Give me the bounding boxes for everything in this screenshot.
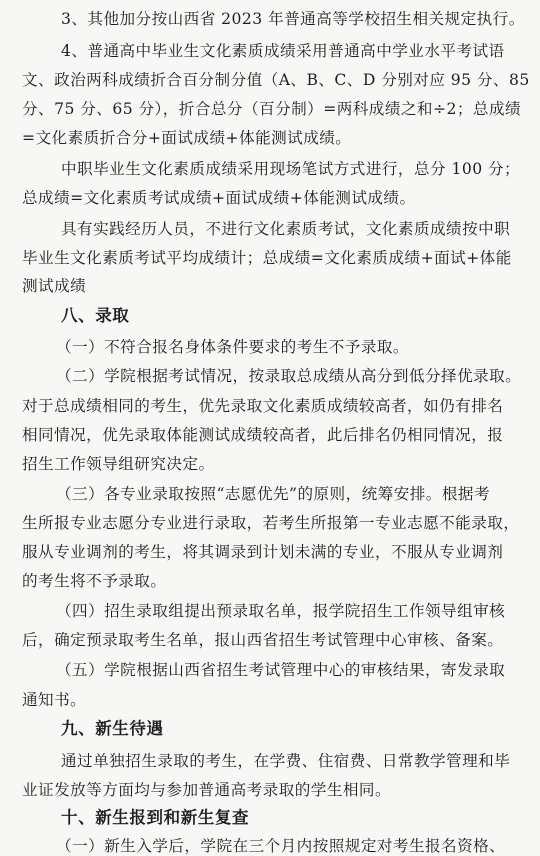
paragraph-line: 毕业生文化素质考试平均成绩计；总成绩=文化素质成绩+面试+体能: [22, 249, 512, 267]
paragraph-line: 通过单独招生录取的考生，在学费、住宿费、日常教学管理和毕: [61, 752, 511, 770]
paragraph-line: 招生工作领导组研究决定。: [22, 455, 215, 473]
paragraph-line: 文、政治两科成绩折合百分制分值（A、B、C、D 分别对应 95 分、85: [22, 71, 530, 89]
paragraph-line: （四）招生录取组提出预录取名单，报学院招生工作领导组审核: [56, 602, 506, 620]
paragraph-line: 生所报专业志愿分专业进行录取，若考生所报第一专业志愿不能录取，: [22, 514, 520, 532]
paragraph-line: 测试成绩: [22, 277, 87, 295]
section-heading: 十、新生报到和新生复查: [61, 808, 250, 827]
paragraph-line: 中职毕业生文化素质成绩采用现场笔试方式进行，总分 100 分；: [61, 160, 521, 178]
paragraph-line: 的考生将不予录取。: [22, 572, 167, 590]
paragraph-line: 后，确定预录取考生名单，报山西省招生考试管理中心审核、备案。: [22, 631, 504, 649]
paragraph-line: （五）学院根据山西省招生考试管理中心的审核结果，寄发录取: [56, 661, 506, 679]
paragraph-line: =文化素质折合分+面试成绩+体能测试成绩。: [22, 129, 352, 147]
paragraph-line: （一）不符合报名身体条件要求的考生不予录取。: [56, 338, 409, 356]
paragraph-line: 对于总成绩相同的考生，优先录取文化素质成绩较高者，如仍有排名: [22, 397, 504, 415]
paragraph-line: 相同情况，优先录取体能测试成绩较高者，此后排名仍相同情况，报: [22, 426, 504, 444]
paragraph-line: 总成绩=文化素质考试成绩+面试成绩+体能测试成绩。: [22, 189, 416, 207]
section-heading: 八、录取: [61, 306, 130, 325]
section-heading: 九、新生待遇: [61, 719, 164, 738]
paragraph-line: 业证发放等方面均与参加普通高考录取的学生相同。: [22, 781, 392, 799]
paragraph-line: （三）各专业录取按照“志愿优先”的原则，统筹安排。根据考: [56, 485, 490, 503]
paragraph-line: 4、普通高中毕业生文化素质成绩采用普通高中学业水平考试语: [61, 42, 505, 60]
paragraph-line: 具有实践经历人员，不进行文化素质考试，文化素质成绩按中职: [61, 220, 511, 238]
paragraph-line: 服从专业调剂的考生，将其调录到计划未满的专业，不服从专业调剂: [22, 543, 504, 561]
paragraph-line: 3、其他加分按山西省 2023 年普通高等学校招生相关规定执行。: [61, 10, 525, 28]
paragraph-line: 分、75 分、65 分），折合总分（百分制）=两科成绩之和÷2；总成绩: [22, 100, 522, 118]
paragraph-line: （二）学院根据考试情况，按录取总成绩从高分到低分择优录取。: [56, 367, 522, 385]
paragraph-line: （一）新生入学后，学院在三个月内按照规定对考生报名资格、: [56, 837, 506, 855]
paragraph-line: 通知书。: [22, 691, 87, 709]
